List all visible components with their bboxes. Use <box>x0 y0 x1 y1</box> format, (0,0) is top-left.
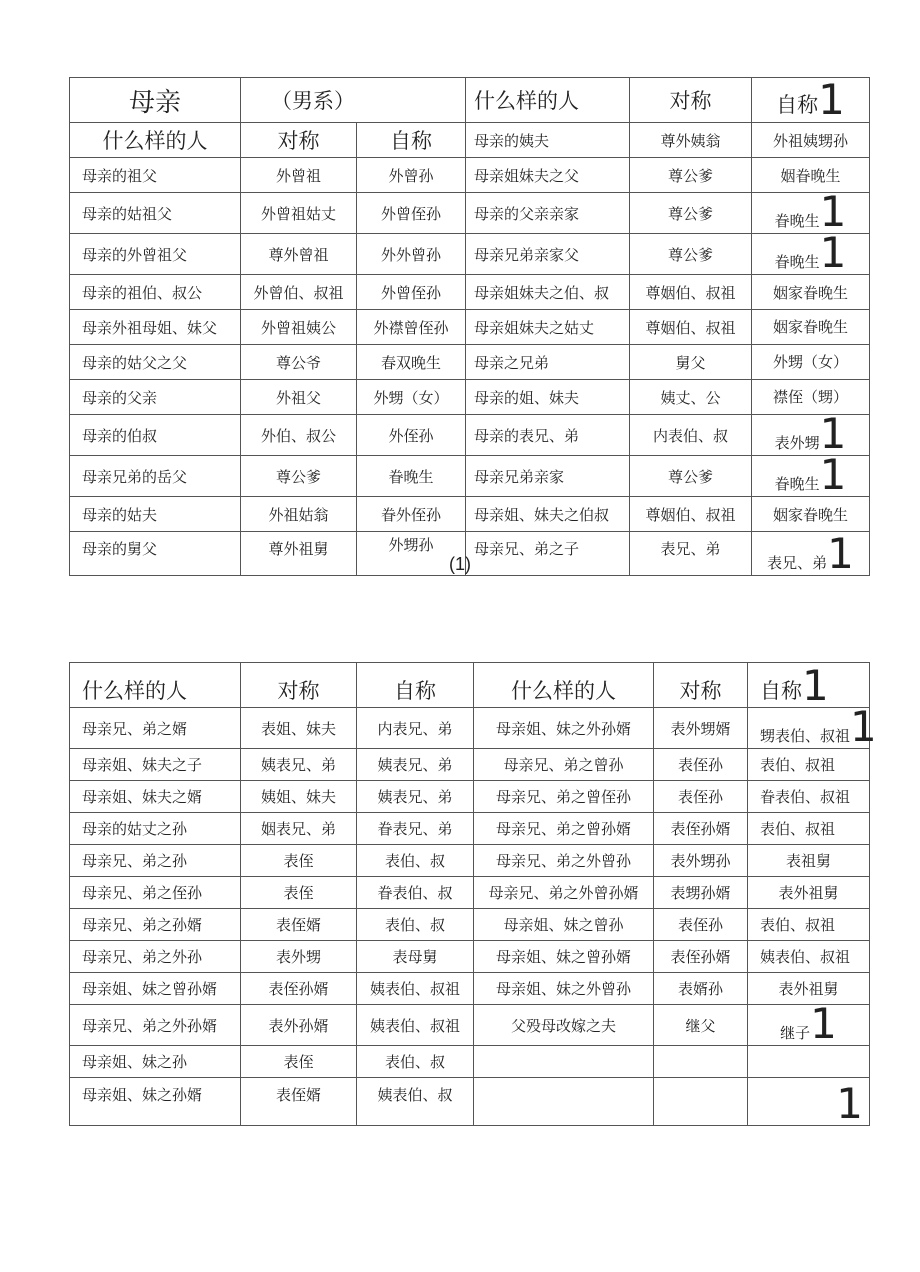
cell-self: 外侄孙 <box>357 415 466 456</box>
table-row <box>70 941 870 973</box>
table-row <box>70 1005 870 1046</box>
cell-relation: 父殁母改嫁之夫 <box>474 1005 654 1046</box>
cell-self: 姨表伯、叔祖 <box>357 1005 474 1046</box>
cell-address: 表婿孙 <box>654 973 748 1005</box>
table-header-row <box>70 663 870 708</box>
cell-relation: 母亲的父亲 <box>70 380 241 415</box>
cell-address: 外曾祖姨公 <box>241 310 357 345</box>
cell-relation: 母亲兄弟的岳父 <box>70 456 241 497</box>
page-mark: 1 <box>819 228 847 277</box>
cell-address: 尊姻伯、叔祖 <box>630 275 752 310</box>
header-address: 对称 <box>241 663 357 708</box>
cell-relation: 母亲兄、弟之外孙婿 <box>70 1005 241 1046</box>
cell-self-text: 眷晚生 <box>774 212 820 230</box>
cell-self <box>752 228 870 277</box>
cell-self <box>752 409 870 458</box>
cell-self: 外祖姨甥孙 <box>752 123 870 158</box>
cell-self: 表伯、叔祖 <box>748 909 870 941</box>
cell-relation: 母亲姐、妹之曾孙婿 <box>474 941 654 973</box>
header-self: 自称 <box>357 123 466 158</box>
cell-address: 外曾祖姑丈 <box>241 193 357 234</box>
cell-relation: 母亲兄、弟之婿 <box>70 708 241 749</box>
table-row <box>70 781 870 813</box>
cell-address: 外祖父 <box>241 380 357 415</box>
cell-self: 表伯、叔 <box>357 1046 474 1078</box>
cell-relation: 母亲的父亲亲家 <box>466 193 630 234</box>
cell-self: 姻家眷晚生 <box>752 310 870 345</box>
table-row <box>70 193 870 234</box>
cell-relation: 母亲姐妹夫之姑丈 <box>466 310 630 345</box>
cell-self: 姨表伯、叔 <box>357 1078 474 1126</box>
cell-self: 眷外侄孙 <box>357 497 466 532</box>
cell-relation: 母亲兄、弟之外曾孙 <box>474 845 654 877</box>
cell-address <box>654 1078 748 1126</box>
cell-relation: 母亲的姑丈之孙 <box>70 813 241 845</box>
cell-address: 表侄孙婿 <box>654 941 748 973</box>
cell-address: 表甥孙婿 <box>654 877 748 909</box>
cell-address: 尊外祖舅 <box>241 532 357 576</box>
cell-relation: 母亲的姑祖父 <box>70 193 241 234</box>
cell-self: 眷表伯、叔祖 <box>748 781 870 813</box>
table-row <box>70 497 870 532</box>
cell-self: 姨表伯、叔祖 <box>357 973 474 1005</box>
cell-self: 眷表兄、弟 <box>357 813 474 845</box>
cell-address: 表侄孙 <box>654 749 748 781</box>
header-who: 什么样的人 <box>70 663 241 708</box>
cell-relation: 母亲兄、弟之曾孙婿 <box>474 813 654 845</box>
cell-address: 表侄孙婿 <box>241 973 357 1005</box>
cell-relation: 母亲兄、弟之曾孙 <box>474 749 654 781</box>
cell-address: 尊公爹 <box>630 234 752 275</box>
cell-address: 表外甥孙 <box>654 845 748 877</box>
cell-relation: 母亲姐、妹夫之伯叔 <box>466 497 630 532</box>
cell-relation: 母亲的祖伯、叔公 <box>70 275 241 310</box>
cell-relation: 母亲的祖父 <box>70 158 241 193</box>
cell-relation: 母亲的姨夫 <box>466 123 630 158</box>
header-self: 自称 <box>357 663 474 708</box>
cell-relation: 母亲姐、妹之曾孙婿 <box>70 973 241 1005</box>
table-row <box>70 158 870 193</box>
cell-address: 尊公爷 <box>241 345 357 380</box>
cell-address: 外曾伯、叔祖 <box>241 275 357 310</box>
cell-relation: 母亲姐、妹之外孙婿 <box>474 708 654 749</box>
cell-self: 表伯、叔 <box>357 845 474 877</box>
kinship-table-1 <box>69 77 870 576</box>
cell-relation: 母亲兄、弟之曾侄孙 <box>474 781 654 813</box>
cell-relation: 母亲的姑夫 <box>70 497 241 532</box>
header-who: 什么样的人 <box>70 123 241 158</box>
cell-address: 姻表兄、弟 <box>241 813 357 845</box>
page-mark: 1 <box>819 409 847 458</box>
cell-address: 外伯、叔公 <box>241 415 357 456</box>
table-row <box>70 234 870 275</box>
cell-relation: 母亲姐、妹夫之子 <box>70 749 241 781</box>
cell-address: 表侄孙 <box>654 781 748 813</box>
cell-self: 姻家眷晚生 <box>752 497 870 532</box>
cell-self: 襟侄（甥） <box>752 380 870 415</box>
cell-address: 姨表兄、弟 <box>241 749 357 781</box>
cell-address: 内表伯、叔 <box>630 415 752 456</box>
cell-address: 尊姻伯、叔祖 <box>630 310 752 345</box>
cell-address: 表侄孙 <box>654 909 748 941</box>
cell-self: 姻眷晚生 <box>752 158 870 193</box>
cell-relation: 母亲姐、妹之孙婿 <box>70 1078 241 1126</box>
cell-relation: 母亲兄弟亲家 <box>466 456 630 497</box>
cell-address: 表侄 <box>241 877 357 909</box>
cell-relation: 母亲的舅父 <box>70 532 241 576</box>
cell-self <box>748 999 870 1048</box>
cell-address: 姨丈、公 <box>630 380 752 415</box>
table-row <box>70 1046 870 1078</box>
cell-address: 表外甥 <box>241 941 357 973</box>
header-who: 什么样的人 <box>466 78 630 123</box>
cell-relation: 母亲兄弟亲家父 <box>466 234 630 275</box>
table-row <box>70 909 870 941</box>
table-row <box>70 275 870 310</box>
cell-address: 姨姐、妹夫 <box>241 781 357 813</box>
page-mark: 1 <box>818 75 845 124</box>
cell-self: 外曾孙 <box>357 158 466 193</box>
cell-self: 表伯、叔祖 <box>748 749 870 781</box>
cell-address: 表姐、妹夫 <box>241 708 357 749</box>
cell-address: 继父 <box>654 1005 748 1046</box>
cell-relation: 母亲兄、弟之子 <box>466 532 630 576</box>
cell-relation: 母亲姐妹夫之父 <box>466 158 630 193</box>
cell-self: 表祖舅 <box>748 845 870 877</box>
table-title-row <box>70 78 870 123</box>
cell-address: 表侄 <box>241 1046 357 1078</box>
table-row <box>70 813 870 845</box>
cell-address: 舅父 <box>630 345 752 380</box>
cell-self: 外甥孙 <box>357 532 466 576</box>
cell-address: 外祖姑翁 <box>241 497 357 532</box>
cell-self: 外襟曾侄孙 <box>357 310 466 345</box>
header-self-label: 自称 <box>776 93 819 117</box>
cell-relation: 母亲的伯叔 <box>70 415 241 456</box>
cell-self <box>748 1078 870 1126</box>
cell-address: 尊公爹 <box>630 456 752 497</box>
cell-address: 尊公爹 <box>630 193 752 234</box>
cell-relation: 母亲的姐、妹夫 <box>466 380 630 415</box>
cell-self <box>748 702 877 751</box>
cell-self: 春双晚生 <box>357 345 466 380</box>
kinship-table-2 <box>69 661 877 1128</box>
cell-address: 表外甥婿 <box>654 708 748 749</box>
cell-address: 尊公爹 <box>630 158 752 193</box>
cell-self-text: 表外甥 <box>774 434 820 452</box>
table-caption: (1) <box>449 554 471 574</box>
table-row <box>70 456 870 497</box>
table-title-mother: 母亲 <box>70 78 241 123</box>
cell-address: 表外孙婿 <box>241 1005 357 1046</box>
cell-address: 外曾祖 <box>241 158 357 193</box>
page-mark: 1 <box>850 702 877 751</box>
cell-self-text: 眷晚生 <box>774 475 820 493</box>
cell-self: 外甥（女） <box>752 345 870 380</box>
header-self-label: 自称 <box>760 679 802 703</box>
cell-self: 表母舅 <box>357 941 474 973</box>
cell-relation: 母亲外祖母姐、妹父 <box>70 310 241 345</box>
cell-address: 尊外姨翁 <box>630 123 752 158</box>
cell-relation: 母亲姐、妹夫之婿 <box>70 781 241 813</box>
cell-self: 姨表伯、叔祖 <box>748 941 870 973</box>
cell-relation <box>474 1046 654 1078</box>
cell-self <box>752 187 870 236</box>
header-address: 对称 <box>654 663 748 708</box>
cell-address: 表侄婿 <box>241 909 357 941</box>
cell-self: 外曾侄孙 <box>357 193 466 234</box>
cell-relation: 母亲的外曾祖父 <box>70 234 241 275</box>
cell-self: 眷表伯、叔 <box>357 877 474 909</box>
cell-relation: 母亲姐、妹之孙 <box>70 1046 241 1078</box>
cell-self-text: 眷晚生 <box>774 253 820 271</box>
page-mark: 1 <box>827 529 854 578</box>
table-row <box>70 749 870 781</box>
cell-relation <box>474 1078 654 1126</box>
cell-self: 表伯、叔 <box>357 909 474 941</box>
cell-relation: 母亲姐、妹之曾孙 <box>474 909 654 941</box>
table-row <box>70 1078 870 1126</box>
cell-address: 表侄婿 <box>241 1078 357 1126</box>
page-mark: 1 <box>836 1079 863 1128</box>
cell-relation: 母亲的姑父之父 <box>70 345 241 380</box>
table-row <box>70 877 870 909</box>
cell-relation: 母亲的表兄、弟 <box>466 415 630 456</box>
table-row <box>70 973 870 1005</box>
page-mark: 1 <box>819 450 847 499</box>
cell-relation: 母亲姐、妹之外曾孙 <box>474 973 654 1005</box>
cell-relation: 母亲兄、弟之外孙 <box>70 941 241 973</box>
table-row <box>70 415 870 456</box>
table-row <box>70 345 870 380</box>
cell-self: 内表兄、弟 <box>357 708 474 749</box>
cell-self: 表外祖舅 <box>748 973 870 1005</box>
cell-self: 表外祖舅 <box>748 877 870 909</box>
cell-relation: 母亲兄、弟之孙婿 <box>70 909 241 941</box>
cell-address: 表侄 <box>241 845 357 877</box>
cell-address: 尊公爹 <box>241 456 357 497</box>
cell-address: 尊外曾祖 <box>241 234 357 275</box>
cell-self: 外外曾孙 <box>357 234 466 275</box>
cell-address <box>654 1046 748 1078</box>
cell-relation: 母亲姐妹夫之伯、叔 <box>466 275 630 310</box>
header-who: 什么样的人 <box>474 663 654 708</box>
table-row <box>70 310 870 345</box>
header-self <box>752 75 870 124</box>
cell-self-text: 甥表伯、叔祖 <box>760 727 851 745</box>
cell-relation: 母亲兄、弟之外曾孙婿 <box>474 877 654 909</box>
page-mark: 1 <box>810 999 837 1048</box>
cell-self: 表伯、叔祖 <box>748 813 870 845</box>
cell-relation: 母亲兄、弟之侄孙 <box>70 877 241 909</box>
header-address: 对称 <box>241 123 357 158</box>
header-self <box>748 663 870 708</box>
header-address: 对称 <box>630 78 752 123</box>
cell-relation: 母亲之兄弟 <box>466 345 630 380</box>
cell-self-text: 表兄、弟 <box>767 554 828 572</box>
table-row <box>70 845 870 877</box>
page-mark: 1 <box>819 187 847 236</box>
cell-address: 尊姻伯、叔祖 <box>630 497 752 532</box>
cell-address: 表侄孙婿 <box>654 813 748 845</box>
cell-self: 姨表兄、弟 <box>357 749 474 781</box>
cell-self <box>748 1046 870 1078</box>
cell-self: 姨表兄、弟 <box>357 781 474 813</box>
cell-self: 姻家眷晚生 <box>752 275 870 310</box>
cell-relation: 母亲兄、弟之孙 <box>70 845 241 877</box>
cell-address: 表兄、弟 <box>630 532 752 576</box>
cell-self: 外曾侄孙 <box>357 275 466 310</box>
cell-self: 外甥（女） <box>357 380 466 415</box>
cell-self <box>752 450 870 499</box>
table-title-male-line: （男系） <box>241 78 466 123</box>
table-row <box>70 380 870 415</box>
table-row <box>70 708 870 749</box>
cell-self: 眷晚生 <box>357 456 466 497</box>
table-header-row <box>70 123 870 158</box>
page-mark: 1 <box>802 661 829 710</box>
cell-self-text: 继子 <box>780 1024 811 1042</box>
